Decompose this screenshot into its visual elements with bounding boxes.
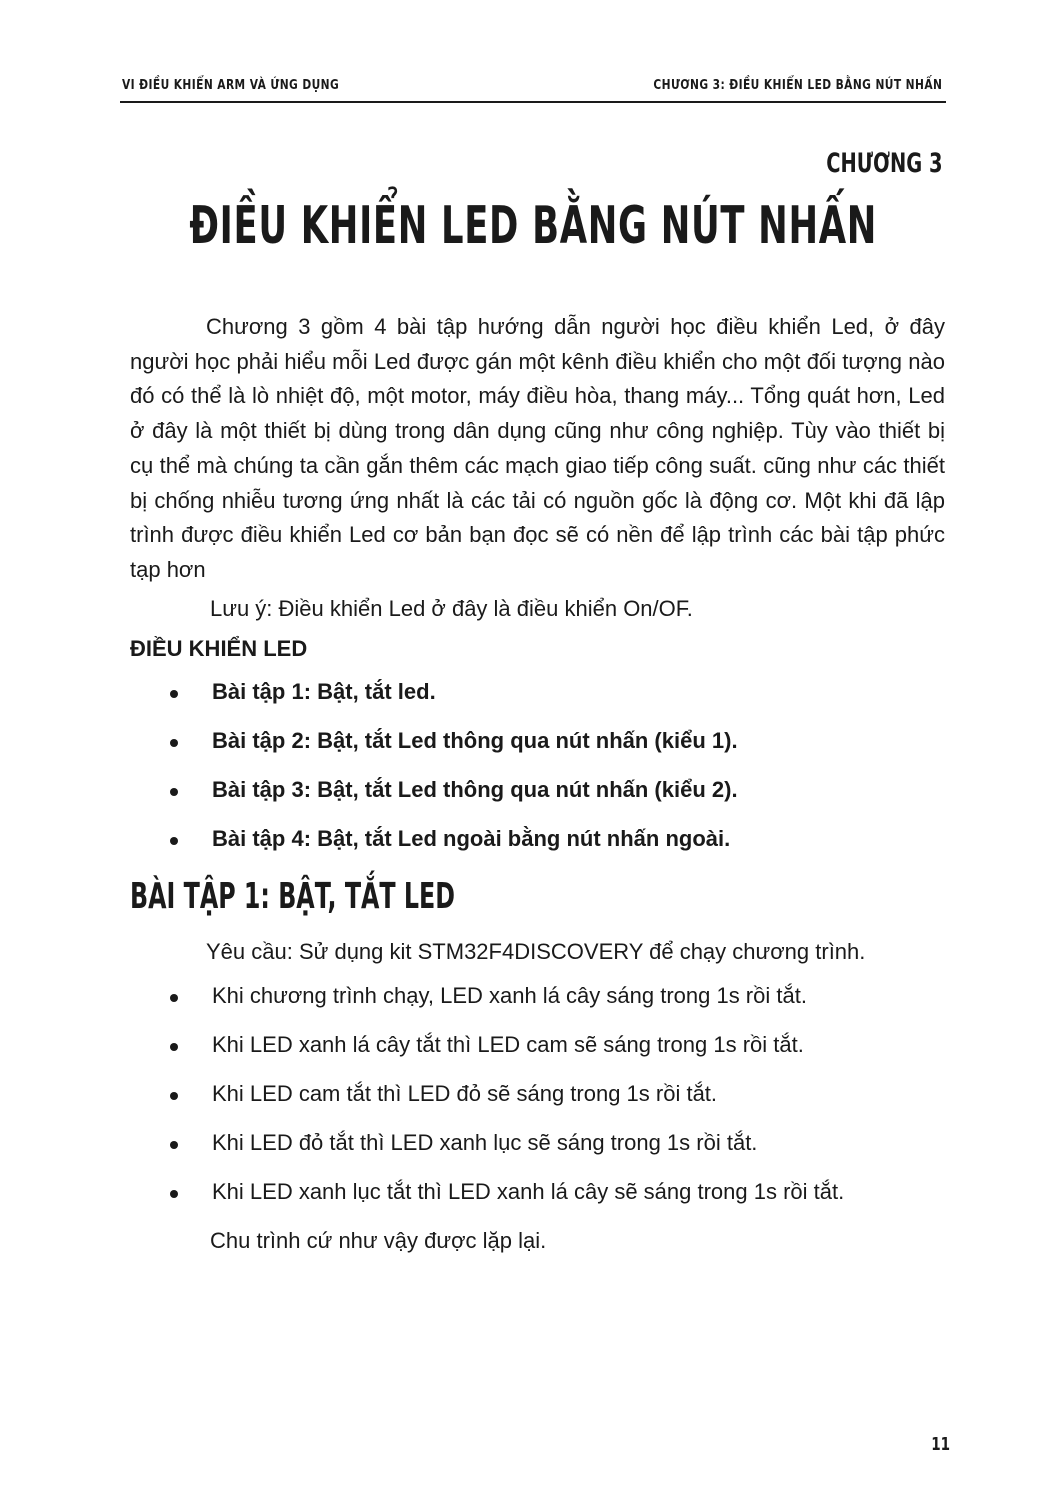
bullet-icon — [170, 837, 178, 845]
list-item — [130, 1028, 945, 1063]
led-section-heading: ĐIỀU KHIỂN LED — [130, 636, 308, 662]
bullet-icon — [170, 1190, 178, 1198]
list-item — [130, 1126, 945, 1161]
exercise-item-3: Bài tập 3: Bật, tắt Led thông qua nút nhấn (kiểu 2). — [212, 776, 738, 802]
chapter-label: CHƯƠNG 3 — [825, 148, 942, 179]
exercise1-closing: Chu trình cứ như vậy được lặp lại. — [210, 1227, 547, 1253]
step-2: Khi LED xanh lá cây tắt thì LED cam sẽ sáng trong 1s rồi tắt. — [212, 1032, 804, 1058]
list-item — [130, 675, 945, 710]
bullet-icon — [170, 1092, 178, 1100]
exercise-item-1: Bài tập 1: Bật, tắt led. — [212, 679, 436, 705]
bullet-icon — [170, 690, 178, 698]
intro-note: Lưu ý: Điều khiển Led ở đây là điều khiển On/OF. — [210, 595, 693, 621]
header-rule — [120, 101, 946, 103]
running-header-right: CHƯƠNG 3: ĐIỀU KHIỂN LED BẰNG NÚT NHẤN — [653, 78, 942, 93]
exercise1-steps — [130, 979, 945, 1209]
chapter-title: ĐIỀU KHIỂN LED BẰNG NÚT NHẤN — [189, 196, 878, 256]
page-number: 11 — [931, 1434, 950, 1455]
step-5: Khi LED xanh lục tắt thì LED xanh lá cây sẽ sáng trong 1s rồi tắt. — [212, 1178, 845, 1204]
list-item — [130, 1175, 945, 1210]
step-4: Khi LED đỏ tắt thì LED xanh lục sẽ sáng trong 1s rồi tắt. — [212, 1129, 758, 1155]
list-item — [130, 822, 945, 857]
running-header-left: VI ĐIỀU KHIỂN ARM VÀ ỨNG DỤNG — [122, 78, 340, 93]
list-item — [130, 724, 945, 759]
exercise-item-2: Bài tập 2: Bật, tắt Led thông qua nút nhấn (kiểu 1). — [212, 727, 738, 753]
bullet-icon — [170, 739, 178, 747]
intro-paragraph: Chương 3 gồm 4 bài tập hướng dẫn người học điều khiển Led, ở đây người học phải hiểu mỗi Led được gán một kênh điều khiển cho một đối tượng nào đó có thể là lò nhiệt độ, một motor, máy điều hòa, thang máy... Tổng quát hơn, Led ở đây là một thiết bị dùng trong dân dụng cũng như công nghiệp. Tùy vào thiết bị cụ thể mà chúng ta cần gắn thêm các mạch giao tiếp công suất. cũng như các thiết bị chống nhiễu tương ứng nhất là các tải có nguồn gốc là động cơ. Một khi đã lập trình được điều khiển Led cơ bản bạn đọc sẽ có nền để lập trình các bài tập phức tạp hơn — [130, 314, 945, 582]
list-item — [130, 979, 945, 1014]
step-1: Khi chương trình chạy, LED xanh lá cây sáng trong 1s rồi tắt. — [212, 983, 807, 1009]
list-item — [130, 773, 945, 808]
exercise-item-4: Bài tập 4: Bật, tắt Led ngoài bằng nút nhấn ngoài. — [212, 825, 731, 851]
bullet-icon — [170, 1141, 178, 1149]
exercise1-requirement: Yêu cầu: Sử dụng kit STM32F4DISCOVERY để chạy chương trình. — [206, 938, 866, 964]
page-content — [130, 310, 945, 1258]
bullet-icon — [170, 1043, 178, 1051]
step-3: Khi LED cam tắt thì LED đỏ sẽ sáng trong 1s rồi tắt. — [212, 1081, 718, 1107]
bullet-icon — [170, 788, 178, 796]
list-item — [130, 1077, 945, 1112]
exercise-list — [130, 675, 945, 856]
exercise1-heading: BÀI TẬP 1: BẬT, TẮT LED — [130, 875, 455, 917]
bullet-icon — [170, 994, 178, 1002]
